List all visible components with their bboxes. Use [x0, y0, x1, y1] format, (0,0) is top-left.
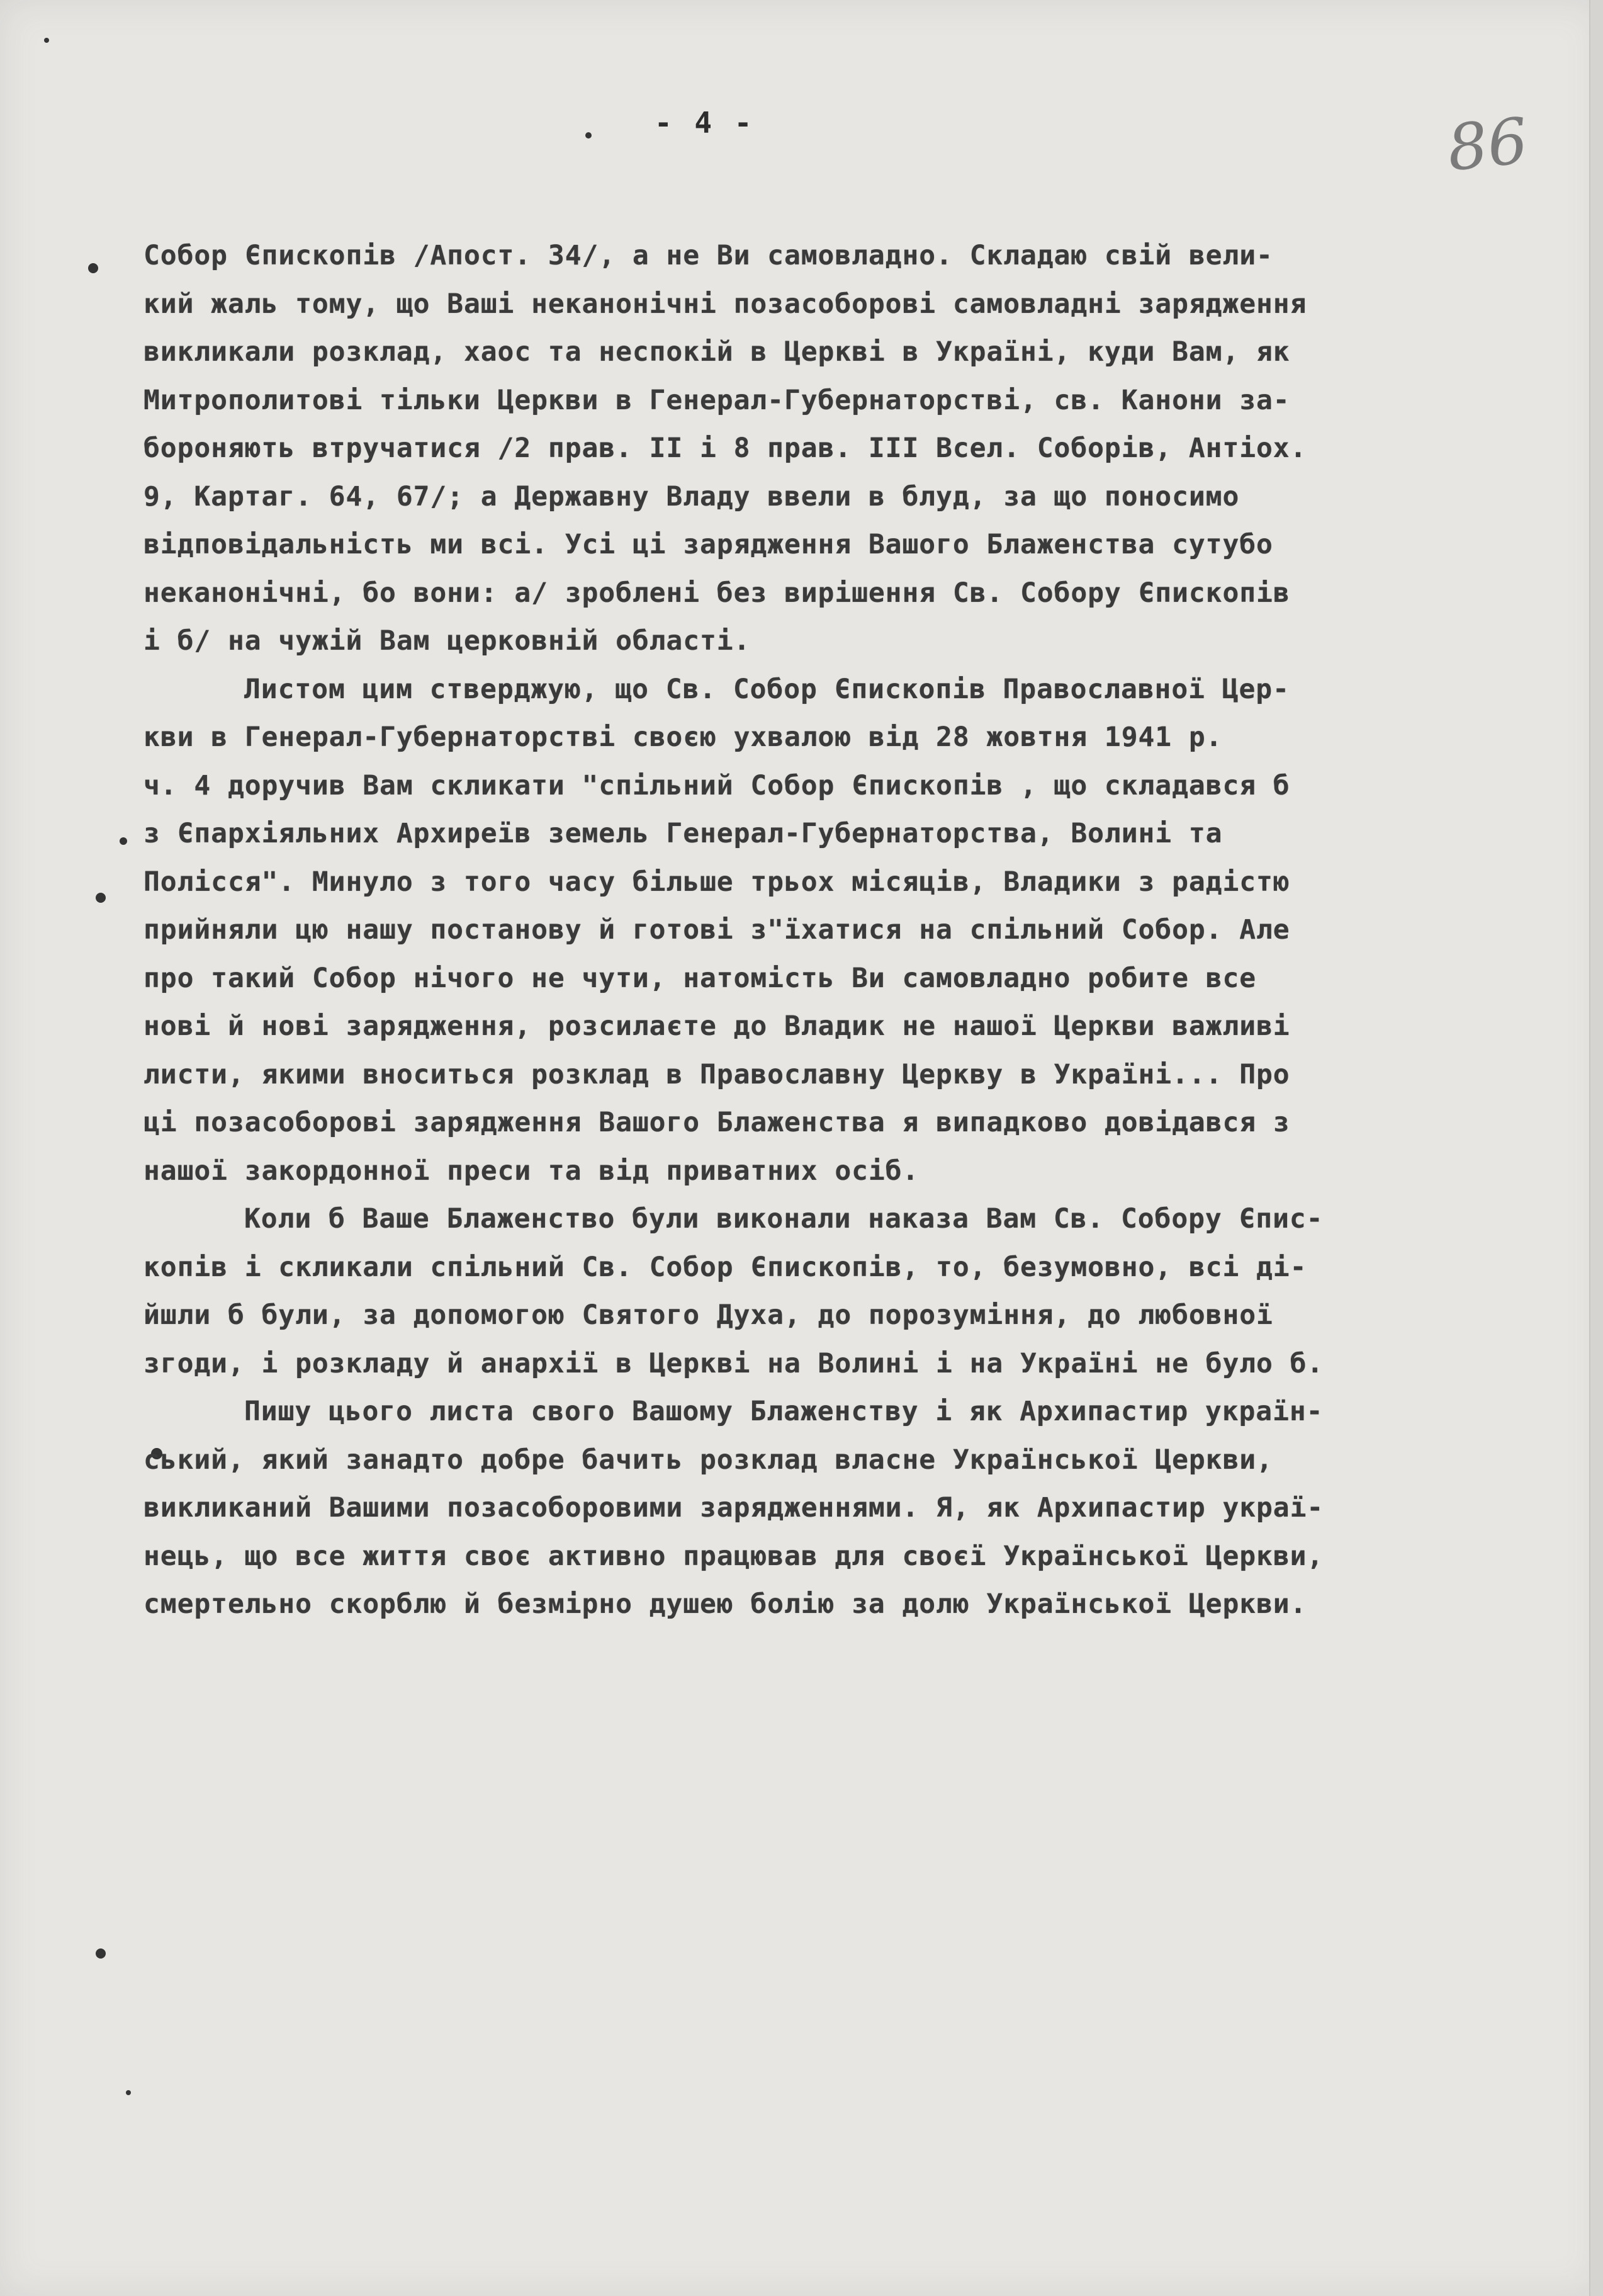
- text-line: і б/ на чужій Вам церковній області.: [143, 625, 751, 657]
- text-line: кий жаль тому, що Ваші неканонічні позасоборові самовладні зарядження: [143, 288, 1307, 320]
- punch-hole-mark: [126, 2090, 131, 2095]
- text-line: бороняють втручатися /2 прав. II і 8 прав. III Всел. Соборів, Антіох.: [143, 433, 1307, 464]
- text-line: листи, якими вноситься розклад в Православну Церкву в Україні... Про: [143, 1058, 1290, 1090]
- text-line: смертельно скорблю й безмірно душею болію за долю Української Церкви.: [143, 1588, 1307, 1620]
- text-line: неканонічні, бо вони: а/ зроблені без вирішення Св. Собору Єпископів: [143, 577, 1290, 609]
- punch-hole-mark: [96, 1948, 106, 1959]
- text-line: нашої закордонної преси та від приватних осіб.: [143, 1155, 920, 1187]
- punch-hole-mark: [96, 893, 106, 903]
- page-edge-strip: [1589, 0, 1603, 2296]
- text-line: викликаний Вашими позасоборовими зарядженнями. Я, як Архипастир украї-: [143, 1492, 1324, 1524]
- paragraph-start-line: Пишу цього листа свого Вашому Блаженству і як Архипастир україн-: [244, 1396, 1324, 1427]
- text-line: кви в Генерал-Губернаторстві своєю ухвалою від 28 жовтня 1941 р.: [143, 721, 1223, 753]
- punch-hole-mark: [585, 132, 592, 139]
- text-line: викликали розклад, хаос та неспокій в Церкві в Україні, куди Вам, як: [143, 336, 1290, 368]
- page-number: - 4 -: [655, 106, 755, 140]
- text-line: про такий Собор нічого не чути, натомість Ви самовладно робите все: [143, 962, 1257, 994]
- text-line: з Єпархіяльних Архиреїв земель Генерал-Губернаторства, Волині та: [143, 818, 1223, 849]
- paragraph-start-line: Листом цим стверджую, що Св. Собор Єпископів Православної Цер-: [244, 673, 1290, 705]
- text-line: Митрополитові тільки Церкви в Генерал-Губернаторстві, св. Канони за-: [143, 384, 1290, 416]
- text-line: ці позасоборові зарядження Вашого Блаженства я випадково довідався з: [143, 1107, 1290, 1138]
- text-line: нові й нові зарядження, розсилаєте до Владик не нашої Церкви важливі: [143, 1010, 1290, 1042]
- letter-body: [143, 232, 1547, 1629]
- text-line: ч. 4 доручив Вам скликати "спільний Собор Єпископів , що складався б: [143, 769, 1290, 801]
- text-line: копів і скликали спільний Св. Собор Єпископів, то, безумовно, всі ді-: [143, 1251, 1307, 1283]
- text-line: ський, який занадто добре бачить розклад власне Української Церкви,: [143, 1444, 1273, 1476]
- text-line: Полісся". Минуло з того часу більше трьох місяців, Владики з радістю: [143, 866, 1290, 898]
- text-line: прийняли цю нашу постанову й готові з"їхатися на спільний Собор. Але: [143, 914, 1290, 946]
- paragraph-start-line: Коли б Ваше Блаженство були виконали наказа Вам Св. Собору Єпис-: [244, 1203, 1324, 1235]
- text-line: Собор Єпископів /Апост. 34/, а не Ви самовладно. Складаю свій вели-: [143, 240, 1273, 271]
- punch-hole-mark: [88, 263, 98, 273]
- text-line: згоди, і розкладу й анархії в Церкві на Волині і на Україні не було б.: [143, 1347, 1324, 1379]
- folio-number: 86: [1444, 103, 1531, 186]
- text-line: йшли б були, за допомогою Святого Духа, до порозуміння, до любовної: [143, 1299, 1273, 1331]
- punch-hole-mark: [44, 38, 49, 43]
- punch-hole-mark: [120, 837, 127, 845]
- text-line: нець, що все життя своє активно працював для своєї Української Церкви,: [143, 1540, 1324, 1572]
- text-line: відповідальність ми всі. Усі ці зарядження Вашого Блаженства сутубо: [143, 529, 1273, 560]
- text-line: 9, Картаг. 64, 67/; а Державну Владу ввели в блуд, за що поносимо: [143, 480, 1240, 512]
